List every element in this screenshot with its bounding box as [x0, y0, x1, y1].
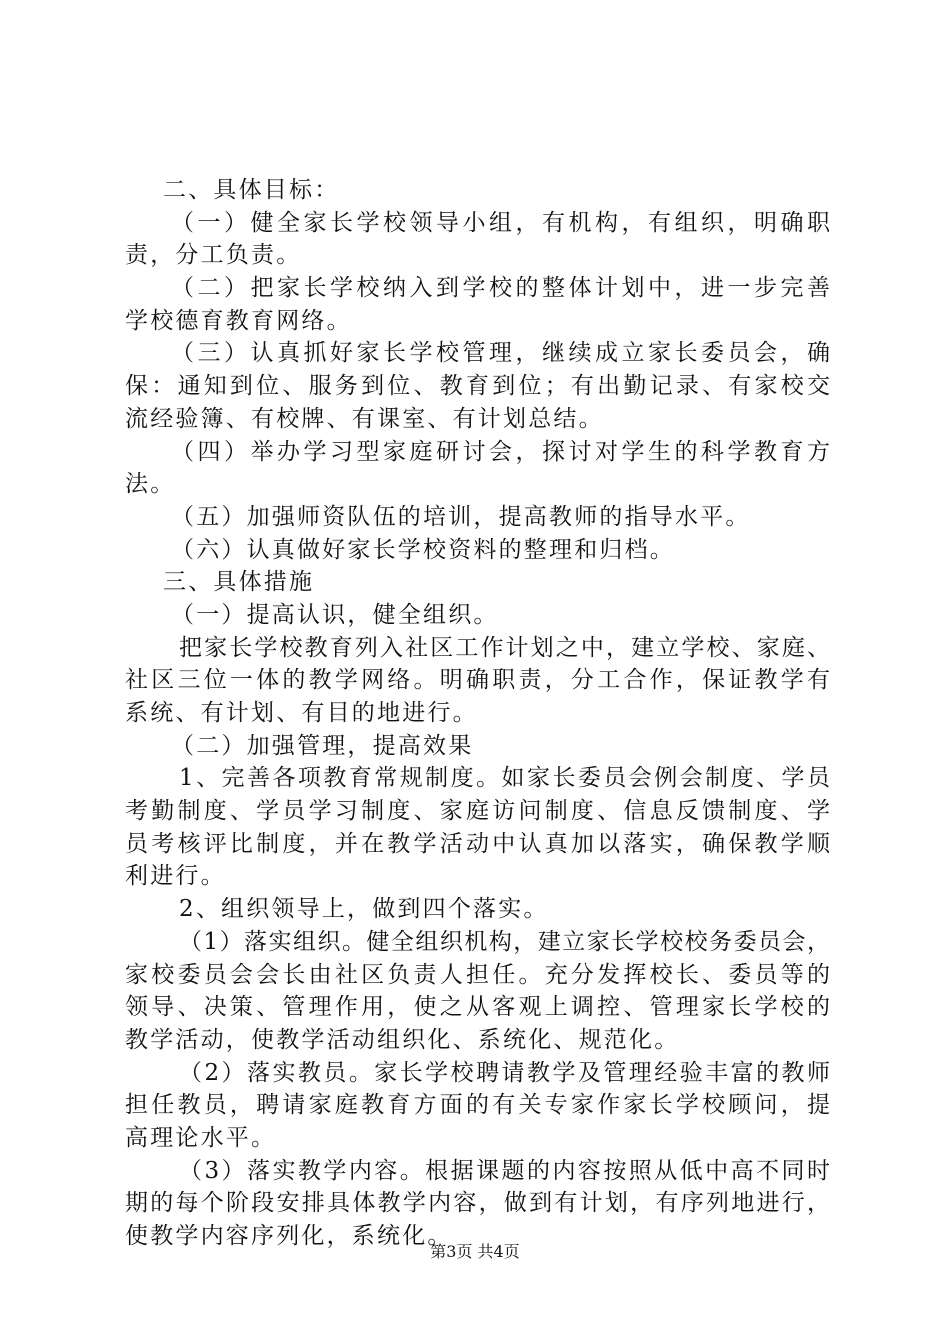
text-line: 学校德育教育网络。	[125, 307, 352, 334]
text-line: 教学活动，使教学活动组织化、系统化、规范化。	[125, 1026, 680, 1053]
text-line: （三）认真抓好家长学校管理，继续成立家长委员会，确	[171, 340, 830, 367]
text-line: 三、具体措施	[163, 569, 315, 596]
text-line: 员考核评比制度，并在教学活动中认真加以落实，确保教学顺	[125, 830, 830, 857]
text-line: （五）加强师资队伍的培训，提高教师的指导水平。	[171, 503, 751, 530]
text-line: 高理论水平。	[125, 1124, 277, 1151]
text-line: 2、组织领导上，做到四个落实。	[179, 896, 549, 923]
text-line: 法。	[125, 471, 176, 498]
text-line: 责，分工负责。	[125, 242, 302, 269]
text-line: 担任教员，聘请家庭教育方面的有关专家作家长学校顾问，提	[125, 1092, 830, 1119]
page-footer	[0, 1242, 950, 1262]
document-body	[125, 174, 830, 1253]
text-line: 期的每个阶段安排具体教学内容，做到有计划，有序列地进行，	[125, 1190, 830, 1217]
text-line: （二）加强管理，提高效果	[171, 732, 474, 759]
text-line: 系统、有计划、有目的地进行。	[125, 700, 478, 726]
text-line: 领导、决策、管理作用，使之从客观上调控、管理家长学校的	[125, 994, 830, 1021]
text-line: （一）提高认识，健全组织。	[171, 601, 499, 628]
text-line: 使教学内容序列化，系统化。	[125, 1223, 453, 1249]
text-line: 流经验簿、有校牌、有课室、有计划总结。	[125, 405, 604, 432]
text-line: 社区三位一体的教学网络。明确职责，分工合作，保证教学有	[125, 667, 830, 694]
text-line: 二、具体目标：	[163, 177, 340, 203]
text-line: （二）把家长学校纳入到学校的整体计划中，进一步完善	[171, 275, 830, 302]
text-line: 家校委员会会长由社区负责人担任。充分发挥校长、委员等的	[125, 961, 830, 988]
text-line: 考勤制度、学员学习制度、家庭访问制度、信息反馈制度、学	[125, 798, 830, 825]
text-line: （四）举办学习型家庭研讨会，探讨对学生的科学教育方	[171, 438, 830, 465]
text-line: （1）落实组织。健全组织机构，建立家长学校校务委员会，	[179, 928, 830, 955]
text-line: （一）健全家长学校领导小组，有机构，有组织，明确职	[171, 209, 830, 236]
text-line: 1、完善各项教育常规制度。如家长委员会例会制度、学员	[179, 765, 830, 792]
text-line: 保：通知到位、服务到位、教育到位；有出勤记录、有家校交	[125, 373, 830, 400]
text-line: 把家长学校教育列入社区工作计划之中，建立学校、家庭、	[179, 634, 830, 661]
text-line: （3）落实教学内容。根据课题的内容按照从低中高不同时	[179, 1157, 830, 1184]
text-line: 利进行。	[125, 863, 226, 890]
page-number: 第3页 共4页	[430, 1242, 520, 1261]
text-line: （六）认真做好家长学校资料的整理和归档。	[171, 536, 675, 563]
text-line: （2）落实教员。家长学校聘请教学及管理经验丰富的教师	[179, 1059, 830, 1086]
